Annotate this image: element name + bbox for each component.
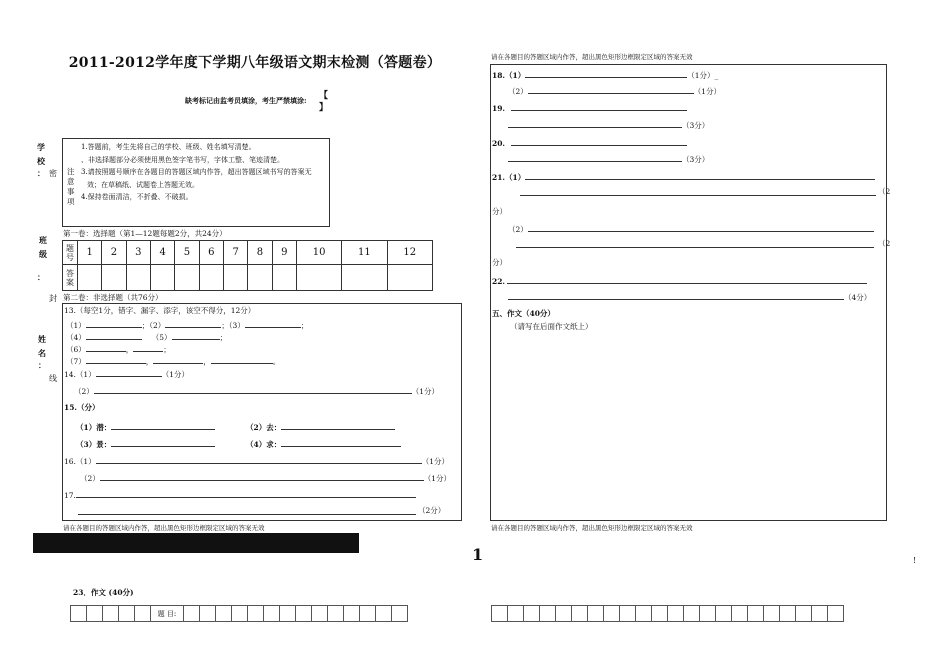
answer-cell[interactable] — [78, 265, 102, 291]
essay-cell[interactable] — [747, 605, 764, 622]
essay-cell[interactable] — [391, 605, 408, 622]
notice-box — [62, 138, 330, 227]
section-5-heading: 五、作文（40分） — [492, 309, 555, 318]
q21-2-blank-2[interactable] — [516, 238, 874, 248]
section-5-note: （请写在后面作文纸上） — [510, 322, 593, 331]
essay-grid-right — [492, 605, 844, 622]
side-label-class-1: 班 — [39, 235, 47, 245]
essay-cell[interactable] — [231, 605, 248, 622]
essay-cell[interactable] — [507, 605, 524, 622]
seal-label-1: 密 — [49, 169, 57, 178]
essay-cell[interactable] — [811, 605, 828, 622]
notice-item: 3.请按照题号顺序在各题目的答题区域内作答，超出答题区域书写的答案无 — [81, 168, 312, 176]
essay-cell[interactable] — [731, 605, 748, 622]
q18-2: （2） （1分） — [508, 84, 721, 97]
essay-cell[interactable] — [795, 605, 812, 622]
essay-cell[interactable] — [327, 605, 344, 622]
essay-cell[interactable] — [118, 605, 135, 622]
q16-1-blank[interactable] — [96, 454, 422, 464]
absent-bracket-open[interactable]: 【 — [319, 91, 329, 101]
answer-cell[interactable] — [150, 265, 174, 291]
q21-2: （2） — [508, 222, 874, 235]
q13-label: ， — [125, 345, 134, 354]
q13-label: （4） — [66, 333, 86, 342]
answer-cell[interactable] — [126, 265, 150, 291]
answer-cell[interactable] — [272, 265, 296, 291]
exclaim-mark: ! — [913, 556, 917, 565]
q13-blank[interactable] — [153, 354, 203, 364]
q21-2-score-b: 分） — [492, 258, 507, 267]
side-label-name-2: 名 — [38, 348, 46, 358]
q13-blank[interactable] — [172, 330, 220, 340]
side-label-school-3: ： — [37, 168, 45, 178]
q13-blank[interactable] — [86, 318, 142, 328]
answer-cell[interactable] — [199, 265, 223, 291]
essay-title-grid — [71, 605, 408, 622]
notice-label-char: 事 — [67, 187, 75, 196]
part1-heading: 第一卷：选择题（第1—12题每题2分，共24分） — [63, 229, 227, 238]
question-number: 11 — [342, 241, 387, 265]
essay-cell[interactable] — [555, 605, 572, 622]
q15-item-1: （1）潜： — [76, 420, 215, 433]
q17-blank[interactable] — [76, 488, 416, 498]
essay-cell[interactable] — [102, 605, 119, 622]
q15-item-2: （2）去： — [246, 420, 395, 433]
notice-label-char: 注 — [67, 167, 75, 176]
seal-label-3: 线 — [49, 374, 57, 383]
q21-1-blank[interactable] — [525, 170, 875, 180]
q14-1-blank[interactable] — [96, 367, 162, 377]
q15-item-4: （4）求： — [246, 437, 401, 450]
question-number: 4 — [150, 241, 174, 265]
essay-cell[interactable] — [359, 605, 376, 622]
q20-blank-2[interactable] — [508, 152, 682, 162]
q13-row-4 — [66, 354, 280, 367]
q15-blank[interactable] — [281, 420, 395, 430]
absent-note: 缺考标记由监考员填涂，考生严禁填涂: — [185, 96, 307, 105]
q13-label: ， — [203, 357, 211, 366]
essay-cell[interactable] — [375, 605, 392, 622]
essay-cell[interactable] — [571, 605, 588, 622]
q21-2-blank[interactable] — [528, 222, 874, 232]
essay-cell[interactable] — [603, 605, 620, 622]
notice-label-char: 项 — [67, 197, 75, 206]
q13-blank[interactable] — [211, 354, 273, 364]
answer-cell[interactable] — [387, 265, 432, 291]
q13-blank[interactable] — [165, 318, 221, 328]
warning-right-bottom: 请在各题目的答题区域内作答，超出黑色矩形边框限定区域的答案无效 — [491, 524, 693, 532]
essay-cell[interactable] — [539, 605, 556, 622]
answer-cell[interactable] — [102, 265, 126, 291]
essay-cell[interactable] — [523, 605, 540, 622]
page-number: 1 — [472, 545, 484, 564]
side-label-class-3: ： — [37, 272, 45, 282]
q13-label: ； — [219, 333, 228, 342]
q18-1: 18.（1） （1分）_ — [492, 68, 718, 81]
q22-line-2: （4分） — [508, 290, 871, 303]
q15-blank[interactable] — [111, 437, 215, 447]
essay-cell[interactable] — [311, 605, 328, 622]
q16-2: （2） （1分） — [80, 471, 451, 484]
question-number: 5 — [175, 241, 199, 265]
q15-blank[interactable] — [281, 437, 401, 447]
question-number: 3 — [126, 241, 150, 265]
grid-row-label: 题号 — [63, 241, 78, 265]
essay-cell[interactable] — [667, 605, 684, 622]
side-label-class-2: 级 — [39, 249, 47, 259]
essay-cell[interactable] — [491, 605, 508, 622]
notice-item: 4.保持卷面清洁，不折叠、不破损。 — [81, 193, 193, 201]
q13-blank[interactable] — [86, 354, 146, 364]
question-number: 2 — [102, 241, 126, 265]
essay-cell[interactable] — [763, 605, 780, 622]
q13-head: 13.（每空1分，错字、漏字、添字，该空不得分，12分） — [64, 306, 256, 315]
question-number: 7 — [223, 241, 247, 265]
essay-cell[interactable] — [715, 605, 732, 622]
essay-cell[interactable] — [215, 605, 232, 622]
q17: 17. — [64, 488, 416, 500]
warning-left: 请在各题目的答题区域内作答，超出黑色矩形边框限定区域的答案无效 — [63, 524, 265, 532]
side-label-school-2: 校 — [37, 156, 45, 166]
q13-label: （7） — [66, 357, 86, 366]
essay-cell[interactable] — [134, 605, 151, 622]
essay-cell[interactable] — [587, 605, 604, 622]
side-label-name-3: ： — [38, 360, 46, 370]
notice-label — [67, 167, 77, 207]
question-number: 6 — [199, 241, 223, 265]
essay-cell[interactable] — [247, 605, 264, 622]
answer-cell[interactable] — [175, 265, 199, 291]
essay-heading: 23．作文 (40分) — [73, 588, 134, 597]
notice-item: 效；在草稿纸、试题卷上答题无效。 — [87, 180, 199, 189]
q13-label: ；（2） — [141, 321, 166, 330]
q21-1: 21.（1） — [492, 170, 875, 183]
essay-cell[interactable] — [343, 605, 360, 622]
page-title: 2011-2012学年度下学期八年级语文期末检测（答题卷） — [68, 55, 442, 71]
q17-score: （2分） — [418, 506, 446, 515]
q21-1-score-a: （2 — [878, 187, 891, 196]
side-label-name-1: 姓 — [38, 334, 46, 344]
answer-cell[interactable] — [223, 265, 247, 291]
answer-cell[interactable] — [296, 265, 341, 291]
question-number: 8 — [248, 241, 272, 265]
q16-2-blank[interactable] — [100, 471, 424, 481]
q18-2-blank[interactable] — [528, 84, 694, 94]
q14-1: 14.（1） （1分） — [64, 367, 189, 380]
answer-cell[interactable] — [248, 265, 272, 291]
essay-cell[interactable] — [263, 605, 280, 622]
q21-2-score-a: （2 — [878, 239, 891, 248]
side-label-school-1: 学 — [37, 142, 45, 152]
essay-cell[interactable] — [199, 605, 216, 622]
q13-blank[interactable] — [245, 318, 301, 328]
q18-1-blank[interactable] — [525, 68, 687, 78]
q20: 20. — [492, 136, 687, 148]
essay-cell[interactable] — [279, 605, 296, 622]
essay-cell[interactable] — [651, 605, 668, 622]
q15-item-3: （3）景： — [76, 437, 215, 450]
q15-head: 15.（分） — [64, 403, 100, 412]
q22: 22. — [492, 274, 867, 286]
grid-row-label: 答案 — [63, 265, 78, 291]
question-number: 10 — [296, 241, 341, 265]
warning-right-top: 请在各题目的答题区域内作答，超出黑色矩形边框限定区域的答案无效 — [491, 53, 693, 61]
q20-line-2: （3分） — [508, 152, 709, 165]
q14-2: （2） （1分） — [74, 384, 439, 397]
essay-cell[interactable] — [619, 605, 636, 622]
q13-blank[interactable] — [86, 342, 126, 352]
q13-label: （6） — [66, 345, 86, 354]
notice-item: 1.答题前，考生先将自己的学校、班级、姓名填写清楚。 — [81, 143, 256, 151]
q20-blank[interactable] — [511, 136, 687, 146]
essay-cell[interactable] — [86, 605, 103, 622]
q22-blank[interactable] — [507, 274, 867, 284]
question-number: 1 — [78, 241, 102, 265]
q21-1-blank-2[interactable] — [520, 186, 876, 196]
essay-cell[interactable] — [70, 605, 87, 622]
q19-line-2: （3分） — [508, 118, 709, 131]
question-number: 9 — [272, 241, 296, 265]
q19-blank[interactable] — [511, 101, 687, 111]
q13-label: 。 — [272, 357, 281, 366]
essay-cell[interactable] — [635, 605, 652, 622]
answer-cell[interactable] — [342, 265, 387, 291]
q17-blank-2[interactable] — [78, 505, 416, 515]
essay-cell[interactable] — [295, 605, 312, 622]
question-number: 12 — [387, 241, 432, 265]
q13-blank[interactable] — [86, 330, 142, 340]
q16-1: 16.（1） （1分） — [64, 454, 449, 467]
q14-2-blank[interactable] — [94, 384, 412, 394]
seal-label-2: 封 — [49, 294, 57, 303]
q13-label: （1） — [66, 321, 86, 330]
notice-item: 、非选择题部分必须使用黑色签字笔书写，字体工整、笔迹清楚。 — [81, 155, 284, 164]
notice-label-char: 意 — [67, 177, 75, 186]
essay-cell[interactable] — [699, 605, 716, 622]
part2-heading: 第二卷：非选择题（共76分） — [63, 293, 163, 302]
notice-list — [81, 141, 312, 204]
q21-1-score-b: 分） — [492, 207, 507, 216]
q19: 19. — [492, 101, 687, 113]
q15-blank[interactable] — [111, 420, 215, 430]
essay-cell[interactable] — [683, 605, 700, 622]
essay-cell[interactable] — [183, 605, 200, 622]
absent-bracket-close[interactable]: 】 — [319, 103, 329, 113]
q19-blank-2[interactable] — [508, 118, 682, 128]
q13-label: （5） — [151, 333, 172, 342]
q13-blank[interactable] — [133, 342, 163, 352]
essay-cell[interactable] — [827, 605, 844, 622]
answer-grid — [62, 240, 433, 291]
timing-strip — [33, 533, 359, 553]
q13-label: ； — [300, 321, 309, 330]
essay-title-label: 题 目: — [150, 605, 184, 622]
q13-label: ， — [145, 357, 154, 366]
q22-blank-2[interactable] — [508, 290, 844, 300]
q13-label: ；（3） — [221, 321, 245, 330]
q13-label: ； — [163, 345, 171, 354]
essay-cell[interactable] — [779, 605, 796, 622]
